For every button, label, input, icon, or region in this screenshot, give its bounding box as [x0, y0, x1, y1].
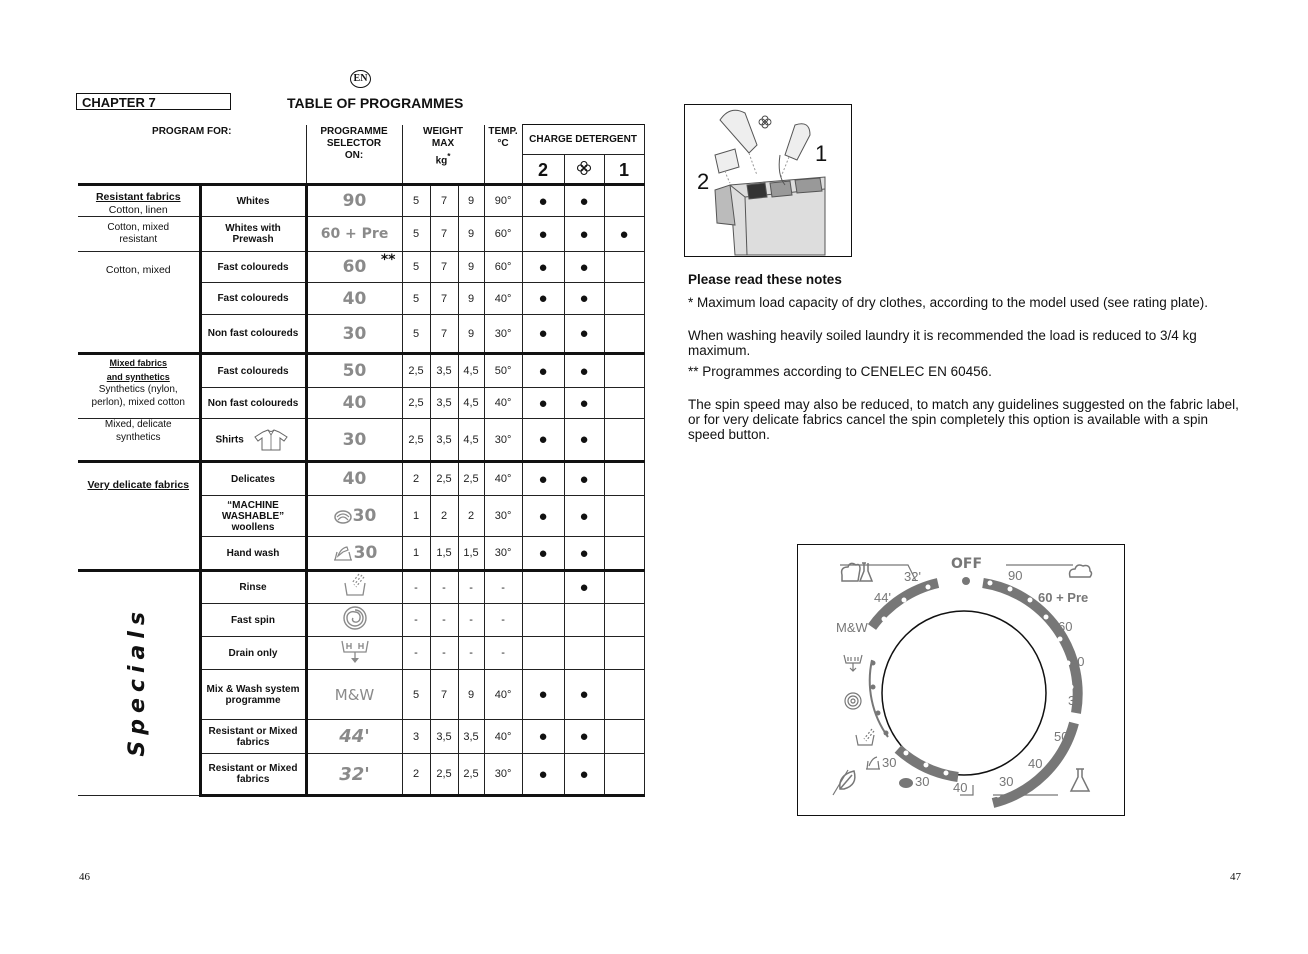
temp-value: 30°	[484, 754, 522, 796]
weight-value: 5	[402, 217, 430, 252]
header-charge-detergent: CHARGE DETERGENT	[522, 125, 644, 155]
charge-mark	[522, 637, 564, 670]
temp-value: -	[484, 604, 522, 637]
dial-label-60: 60	[1058, 619, 1073, 634]
weight-value: 2	[458, 496, 484, 537]
weight-value: -	[430, 637, 458, 670]
temp-value: 40°	[484, 670, 522, 720]
page-number-right: 47	[1230, 871, 1241, 883]
temp-value: 40°	[484, 462, 522, 496]
dial-label-32: 32'	[904, 569, 921, 584]
dial-label-60-pre: 60 + Pre	[1038, 590, 1089, 605]
notes-section	[688, 272, 1248, 460]
weight-value: 9	[458, 185, 484, 217]
charge-mark	[604, 496, 644, 537]
temp-value: 40°	[484, 720, 522, 754]
temp-value: 40°	[484, 388, 522, 419]
charge-mark	[522, 571, 564, 604]
weight-value: 3,5	[430, 419, 458, 462]
dial-label-44: 44'	[874, 590, 891, 605]
weight-value: -	[458, 637, 484, 670]
wool-small-icon	[898, 775, 914, 789]
charge-mark: ●	[564, 185, 604, 217]
charge-mark: ●	[564, 571, 604, 604]
charge-mark	[564, 637, 604, 670]
weight-value: 5	[402, 185, 430, 217]
program-name: Drain only	[200, 637, 306, 670]
selector-value: 40	[306, 462, 402, 496]
group-resistant: Resistant fabrics Cotton, linen	[78, 185, 200, 217]
weight-value: 7	[430, 252, 458, 283]
weight-value: 2,5	[458, 754, 484, 796]
charge-mark: ●	[522, 185, 564, 217]
weight-value: 3,5	[430, 354, 458, 388]
charge-mark: ●	[564, 720, 604, 754]
program-name: Fast coloureds	[200, 354, 306, 388]
dial-label-90: 90	[1008, 568, 1023, 583]
temp-value: -	[484, 637, 522, 670]
detergent-compartment-2: 2	[522, 155, 564, 185]
table-row	[78, 354, 644, 388]
weight-value: 5	[402, 283, 430, 315]
charge-mark	[604, 462, 644, 496]
program-name: Shirts	[200, 419, 306, 462]
selector-value: 30	[306, 496, 402, 537]
group-cotton-mixed: Cotton, mixed	[78, 252, 200, 354]
table-row	[78, 252, 644, 283]
weight-value: 3	[402, 720, 430, 754]
selector-value: 44'	[306, 720, 402, 754]
dial-label-mw: M&W	[836, 620, 868, 635]
charge-mark: ●	[522, 388, 564, 419]
charge-mark: ●	[564, 496, 604, 537]
program-name: Fast coloureds	[200, 283, 306, 315]
selector-value	[306, 604, 402, 637]
dial-off: OFF	[951, 556, 983, 572]
selector-value: 40	[306, 388, 402, 419]
weight-value: 5	[402, 252, 430, 283]
charge-mark	[604, 388, 644, 419]
note-max-load: * Maximum load capacity of dry clothes, according to the model used (see rating plate).	[688, 295, 1209, 310]
weight-value: 3,5	[430, 720, 458, 754]
weight-value: -	[402, 637, 430, 670]
softener-compartment-icon	[564, 155, 604, 185]
weight-value: 2,5	[402, 388, 430, 419]
weight-value: 9	[458, 315, 484, 354]
temp-value: 60°	[484, 252, 522, 283]
selector-value: 30	[306, 315, 402, 354]
charge-mark	[564, 604, 604, 637]
charge-mark: ●	[564, 462, 604, 496]
spin-icon	[342, 605, 368, 631]
selector-value: 90	[306, 185, 402, 217]
charge-mark: ●	[564, 670, 604, 720]
weight-value: 4,5	[458, 354, 484, 388]
handwash-small-icon	[864, 755, 882, 771]
header-program-for: PROGRAM FOR:	[78, 125, 306, 185]
illustration-label-1: 1	[815, 141, 828, 166]
program-name: Resistant or Mixed fabrics	[200, 754, 306, 796]
selector-value: M&W	[306, 670, 402, 720]
charge-mark: ●	[564, 252, 604, 283]
charge-mark: ●	[564, 419, 604, 462]
charge-mark	[604, 185, 644, 217]
charge-mark: ●	[522, 537, 564, 571]
synthetics-tub-icon	[1066, 559, 1094, 583]
dial-label-30c: 30	[915, 774, 930, 789]
weight-value: 7	[430, 670, 458, 720]
weight-value: 1,5	[458, 537, 484, 571]
weight-value: 2	[402, 462, 430, 496]
selector-value: 40	[306, 283, 402, 315]
selector-value: 30	[306, 419, 402, 462]
dial-label-40b: 40	[1028, 756, 1043, 771]
weight-value: 2,5	[402, 354, 430, 388]
cotton-tub-icon	[838, 559, 874, 585]
charge-mark: ●	[564, 754, 604, 796]
weight-value: 5	[402, 315, 430, 354]
rinse-small-icon	[854, 727, 876, 747]
header-selector: PROGRAMME SELECTOR ON:	[306, 125, 402, 185]
program-name: Hand wash	[200, 537, 306, 571]
charge-mark	[604, 537, 644, 571]
note-spin-speed: The spin speed may also be reduced, to match any guidelines suggested on the fabric label, or for very delicate fabrics cancel the spin completely this option is available with a spin speed button.	[688, 397, 1239, 442]
weight-value: 5	[402, 670, 430, 720]
notes-title: Please read these notes	[688, 272, 842, 287]
charge-mark	[604, 354, 644, 388]
chapter-heading: CHAPTER 7	[76, 93, 231, 110]
dial-label-30b: 30	[999, 774, 1014, 789]
temp-value: 30°	[484, 419, 522, 462]
drain-small-icon	[842, 653, 864, 673]
program-name: Delicates	[200, 462, 306, 496]
program-name: Fast spin	[200, 604, 306, 637]
dial-label-30d: 30	[882, 755, 897, 770]
leaf-icon	[836, 767, 860, 793]
table-row	[78, 462, 644, 496]
temp-value: 40°	[484, 283, 522, 315]
group-cotton-mixed-resistant: Cotton, mixed resistant	[78, 217, 200, 252]
group-specials: Specials	[78, 571, 200, 796]
program-name: Whites	[200, 185, 306, 217]
programme-dial-diagram	[797, 544, 1125, 816]
temp-value: -	[484, 571, 522, 604]
charge-mark: ●	[522, 754, 564, 796]
weight-value: 1,5	[430, 537, 458, 571]
charge-mark: ●	[522, 720, 564, 754]
weight-value: 3,5	[430, 388, 458, 419]
weight-value: 9	[458, 670, 484, 720]
weight-value: 2,5	[430, 462, 458, 496]
charge-mark: ●	[522, 252, 564, 283]
charge-mark: ●	[522, 283, 564, 315]
charge-mark	[604, 604, 644, 637]
weight-value: 3,5	[458, 720, 484, 754]
charge-mark	[522, 604, 564, 637]
detergent-compartment-1: 1	[604, 155, 644, 185]
weight-value: 9	[458, 283, 484, 315]
weight-value: 7	[430, 283, 458, 315]
wool-icon	[333, 508, 353, 524]
charge-mark	[604, 315, 644, 354]
charge-mark: ●	[564, 354, 604, 388]
page-number-left: 46	[79, 871, 90, 883]
table-title: TABLE OF PROGRAMMES	[287, 95, 464, 111]
temp-value: 30°	[484, 537, 522, 571]
charge-mark: ●	[522, 217, 564, 252]
table-row	[78, 571, 644, 604]
weight-value: -	[430, 604, 458, 637]
illustration-label-2: 2	[697, 169, 710, 194]
language-badge: EN	[350, 70, 371, 88]
weight-value: -	[402, 571, 430, 604]
temp-value: 50°	[484, 354, 522, 388]
charge-mark: ●	[564, 283, 604, 315]
programme-table	[78, 124, 645, 797]
temp-value: 30°	[484, 315, 522, 354]
header-weight: WEIGHT MAX kg*	[402, 125, 484, 185]
weight-value: 9	[458, 217, 484, 252]
weight-value: 2,5	[430, 754, 458, 796]
flask-icon	[1068, 767, 1092, 793]
program-name: Non fast coloureds	[200, 388, 306, 419]
detergent-drawer-illustration	[684, 104, 852, 257]
charge-mark	[604, 637, 644, 670]
group-mixed-synthetics: Mixed fabrics and synthetics Synthetics (nylon, perlon), mixed cotton	[78, 354, 200, 419]
weight-value: 7	[430, 217, 458, 252]
charge-mark	[604, 283, 644, 315]
header-temp: TEMP. °C	[484, 125, 522, 185]
note-cenelec: ** Programmes according to CENELEC EN 60456.	[688, 364, 992, 379]
weight-value: 4,5	[458, 419, 484, 462]
charge-mark	[604, 754, 644, 796]
program-name: Mix & Wash system programme	[200, 670, 306, 720]
charge-mark	[604, 252, 644, 283]
program-name: Whites with Prewash	[200, 217, 306, 252]
weight-value: -	[458, 604, 484, 637]
selector-value: 30	[306, 537, 402, 571]
selector-value: 60 **	[306, 252, 402, 283]
weight-value: 2,5	[458, 462, 484, 496]
charge-mark	[604, 571, 644, 604]
charge-mark	[604, 670, 644, 720]
program-name: Non fast coloureds	[200, 315, 306, 354]
charge-mark: ●	[564, 315, 604, 354]
temp-value: 30°	[484, 496, 522, 537]
group-mixed-delicate: Mixed, delicate synthetics	[78, 419, 200, 462]
dial-label-30: 30	[1068, 693, 1083, 708]
temp-value: 90°	[484, 185, 522, 217]
weight-value: 2	[430, 496, 458, 537]
charge-mark: ●	[522, 315, 564, 354]
drain-icon	[340, 638, 370, 664]
spin-small-icon	[843, 691, 863, 711]
table-row	[78, 185, 644, 217]
charge-mark: ●	[564, 537, 604, 571]
charge-mark: ●	[522, 496, 564, 537]
hand-wash-icon	[332, 544, 354, 562]
weight-value: 4,5	[458, 388, 484, 419]
program-name: Fast coloureds	[200, 252, 306, 283]
charge-mark	[604, 419, 644, 462]
selector-value: 32'	[306, 754, 402, 796]
selector-value: 60 + Pre	[306, 217, 402, 252]
selector-value: 50	[306, 354, 402, 388]
weight-value: 9	[458, 252, 484, 283]
charge-mark: ●	[564, 217, 604, 252]
dial-label-40: 40	[1070, 654, 1085, 669]
selector-value	[306, 637, 402, 670]
table-row	[78, 217, 644, 252]
dial-label-40c: 40	[953, 780, 968, 795]
table-row	[78, 419, 644, 462]
weight-value: -	[430, 571, 458, 604]
weight-value: 7	[430, 315, 458, 354]
group-very-delicate: Very delicate fabrics	[78, 462, 200, 571]
program-name: “MACHINE WASHABLE” woollens	[200, 496, 306, 537]
charge-mark: ●	[564, 388, 604, 419]
rinse-icon	[342, 573, 368, 597]
shirt-icon	[251, 429, 291, 451]
charge-mark: ●	[522, 462, 564, 496]
charge-mark: ●	[604, 217, 644, 252]
charge-mark: ●	[522, 670, 564, 720]
temp-value: 60°	[484, 217, 522, 252]
charge-mark	[604, 720, 644, 754]
weight-value: 1	[402, 496, 430, 537]
charge-mark: ●	[522, 419, 564, 462]
weight-value: 7	[430, 185, 458, 217]
charge-mark: ●	[522, 354, 564, 388]
program-name: Rinse	[200, 571, 306, 604]
weight-value: -	[458, 571, 484, 604]
weight-value: 1	[402, 537, 430, 571]
weight-value: 2,5	[402, 419, 430, 462]
note-heavily-soiled: When washing heavily soiled laundry it is recommended the load is reduced to 3/4 kg maximum.	[688, 328, 1197, 358]
program-name: Resistant or Mixed fabrics	[200, 720, 306, 754]
weight-value: -	[402, 604, 430, 637]
weight-value: 2	[402, 754, 430, 796]
selector-value	[306, 571, 402, 604]
dial-label-50: 50	[1054, 729, 1069, 744]
